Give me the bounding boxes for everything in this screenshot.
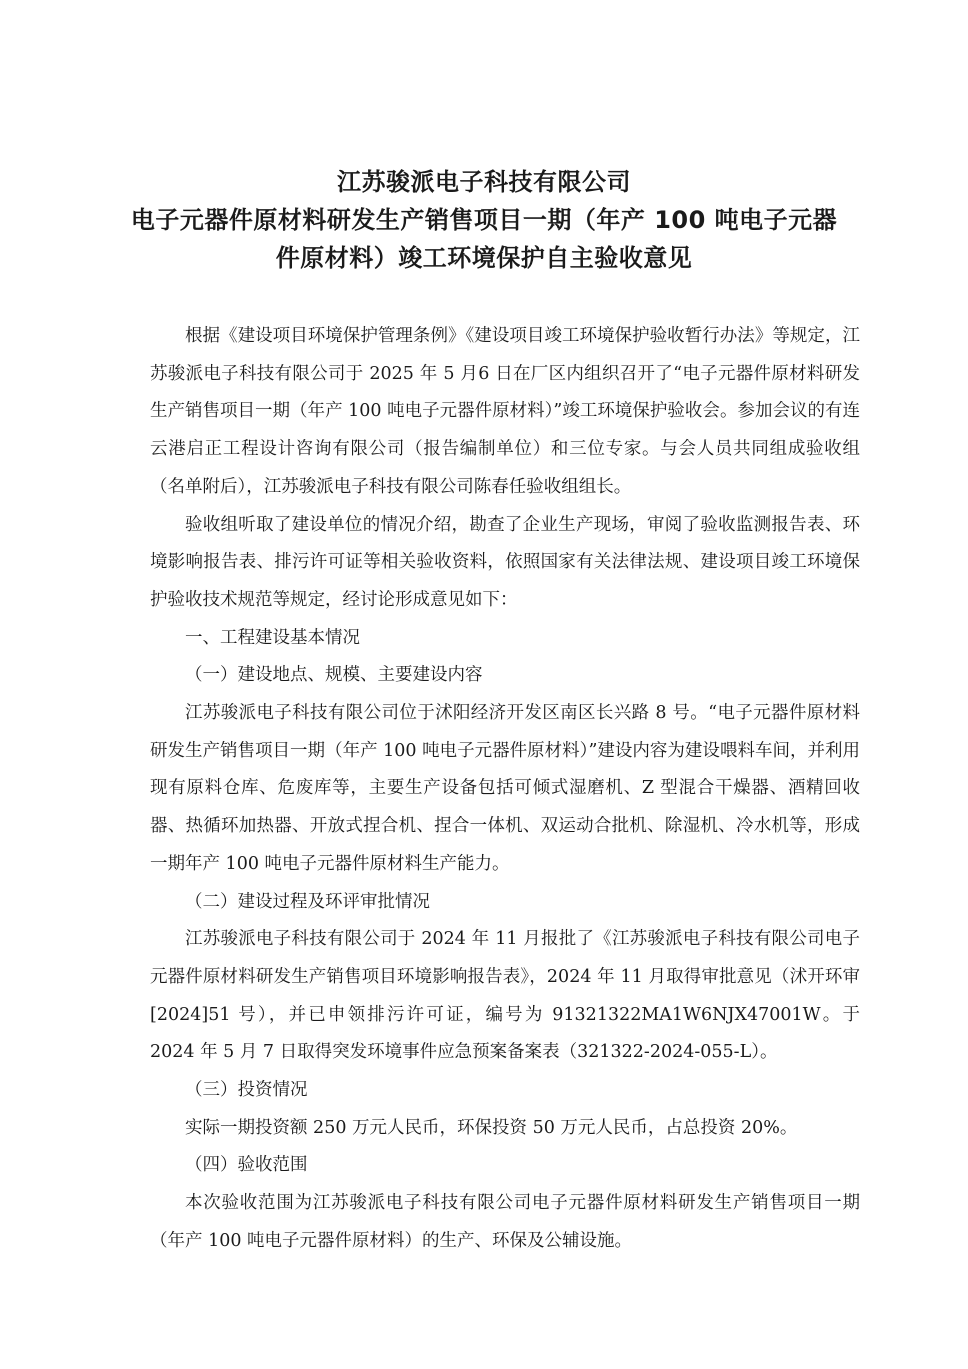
subsection-heading-investment: （三）投资情况 bbox=[185, 1080, 308, 1101]
title-line-subject: 件原材料）竣工环境保护自主验收意见 bbox=[275, 244, 693, 272]
paragraph-intro: 根据《建设项目环境保护管理条例》《建设项目竣工环境保护验收暂行办法》等规定，江苏骏派电子科技有限公司于 2025 年 5 月6 日在厂区内组织召开了“电子元器件原材料研发生产销售项目一期（年产 100 吨电子元器件原材料）”竣工环境保护验收会。参加会议的有连云港启正工程设计咨询有限公司（报告编制单位）和三位专家。与会人员共同组成验收组（名单附后），江苏骏派电子科技有限公司陈春任验收组组长。 bbox=[150, 326, 860, 497]
document-title bbox=[0, 163, 968, 277]
paragraph-investment: 实际一期投资额 250 万元人民币，环保投资 50 万元人民币，占总投资 20%。 bbox=[185, 1117, 798, 1138]
document-body bbox=[150, 318, 860, 1261]
subsection-heading-location: （一）建设地点、规模、主要建设内容 bbox=[185, 665, 483, 686]
title-line-project: 电子元器件原材料研发生产销售项目一期（年产 100 吨电子元器 bbox=[130, 206, 838, 234]
paragraph-location: 江苏骏派电子科技有限公司位于沭阳经济开发区南区长兴路 8 号。“电子元器件原材料研发生产销售项目一期（年产 100 吨电子元器件原材料）”建设内容为建设喂料车间，并利用现有原料仓库、危废库等，主要生产设备包括可倾式湿磨机、Z 型混合干燥器、酒精回收器、热循环加热器、开放式捏合机、捏合一体机、双运动合批机、除湿机、冷水机等，形成一期年产 100 吨电子元器件原材料生产能力。 bbox=[150, 703, 860, 874]
paragraph-approval: 江苏骏派电子科技有限公司于 2024 年 11 月报批了《江苏骏派电子科技有限公司电子元器件原材料研发生产销售项目环境影响报告表》，2024 年 11 月取得审批意见（沭开环审[2024]51 号），并已申领排污许可证，编号为 91321322MA1W6NJX47001W。于 2024 年 5 月 7 日取得突发环境事件应急预案备案表（321322-2024-055-L）。 bbox=[150, 929, 860, 1063]
subsection-heading-scope: （四）验收范围 bbox=[185, 1155, 308, 1176]
paragraph-review: 验收组听取了建设单位的情况介绍，勘查了企业生产现场，审阅了验收监测报告表、环境影响报告表、排污许可证等相关验收资料，依照国家有关法律法规、建设项目竣工环境保护验收技术规范等规定，经讨论形成意见如下： bbox=[150, 514, 860, 610]
paragraph-scope: 本次验收范围为江苏骏派电子科技有限公司电子元器件原材料研发生产销售项目一期（年产 100 吨电子元器件原材料）的生产、环保及公辅设施。 bbox=[150, 1193, 860, 1251]
subsection-heading-approval: （二）建设过程及环评审批情况 bbox=[185, 891, 430, 912]
section-heading-basic-info: 一、工程建设基本情况 bbox=[185, 627, 360, 648]
title-line-company: 江苏骏派电子科技有限公司 bbox=[337, 168, 631, 196]
